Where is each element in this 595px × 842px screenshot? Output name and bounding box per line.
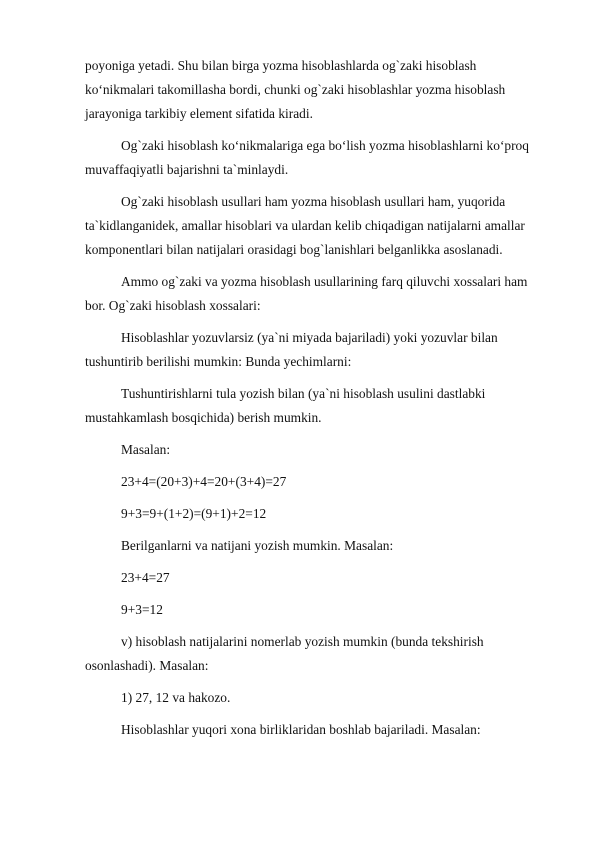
text-line-13: Tushuntirishlarni tula yozish bilan (ya`ni hisoblash usulini dastlabki	[121, 386, 486, 401]
text-line-10: bor. Og`zaki hisoblash xossalari:	[85, 298, 261, 313]
text-line-9: Ammo og`zaki va yozma hisoblash usullarining farq qiluvchi xossalari ham	[121, 274, 528, 289]
text-line-21: v) hisoblash natijalarini nomerlab yozish mumkin (bunda tekshirish	[121, 634, 484, 649]
text-line-16: 23+4=(20+3)+4=20+(3+4)=27	[121, 474, 287, 489]
text-line-19: 23+4=27	[121, 570, 170, 585]
text-line-5: muvaffaqiyatli bajarishni ta`minlaydi.	[85, 162, 289, 177]
text-line-2: ko‘nikmalari takomillasha bordi, chunki og`zaki hisoblashlar yozma hisoblash	[85, 82, 506, 97]
text-line-12: tushuntirib berilishi mumkin: Bunda yechimlarni:	[85, 354, 352, 369]
text-line-20: 9+3=12	[121, 602, 163, 617]
text-line-3: jarayoniga tarkibiy element sifatida kiradi.	[85, 106, 313, 121]
text-line-1: poyoniga yetadi. Shu bilan birga yozma hisoblashlarda og`zaki hisoblash	[85, 58, 477, 73]
text-line-17: 9+3=9+(1+2)=(9+1)+2=12	[121, 506, 267, 521]
text-line-23: 1) 27, 12 va hakozo.	[121, 690, 231, 705]
text-line-7: ta`kidlanganidek, amallar hisoblari va ulardan kelib chiqadigan natijalarni amallar	[85, 218, 525, 233]
text-line-15: Masalan:	[121, 442, 171, 457]
text-line-11: Hisoblashlar yozuvlarsiz (ya`ni miyada bajariladi) yoki yozuvlar bilan	[121, 330, 498, 345]
text-line-18: Berilganlarni va natijani yozish mumkin. Masalan:	[121, 538, 394, 553]
text-line-4: Og`zaki hisoblash ko‘nikmalariga ega bo‘lish yozma hisoblashlarni ko‘proq	[121, 138, 529, 153]
text-line-22: osonlashadi). Masalan:	[85, 658, 209, 673]
text-line-8: komponentlari bilan natijalari orasidagi bog`lanishlari belganlikka asoslanadi.	[85, 242, 503, 257]
text-line-24: Hisoblashlar yuqori xona birliklaridan boshlab bajariladi. Masalan:	[121, 722, 481, 737]
text-line-14: mustahkamlash bosqichida) berish mumkin.	[85, 410, 322, 425]
text-line-6: Og`zaki hisoblash usullari ham yozma hisoblash usullari ham, yuqorida	[121, 194, 506, 209]
